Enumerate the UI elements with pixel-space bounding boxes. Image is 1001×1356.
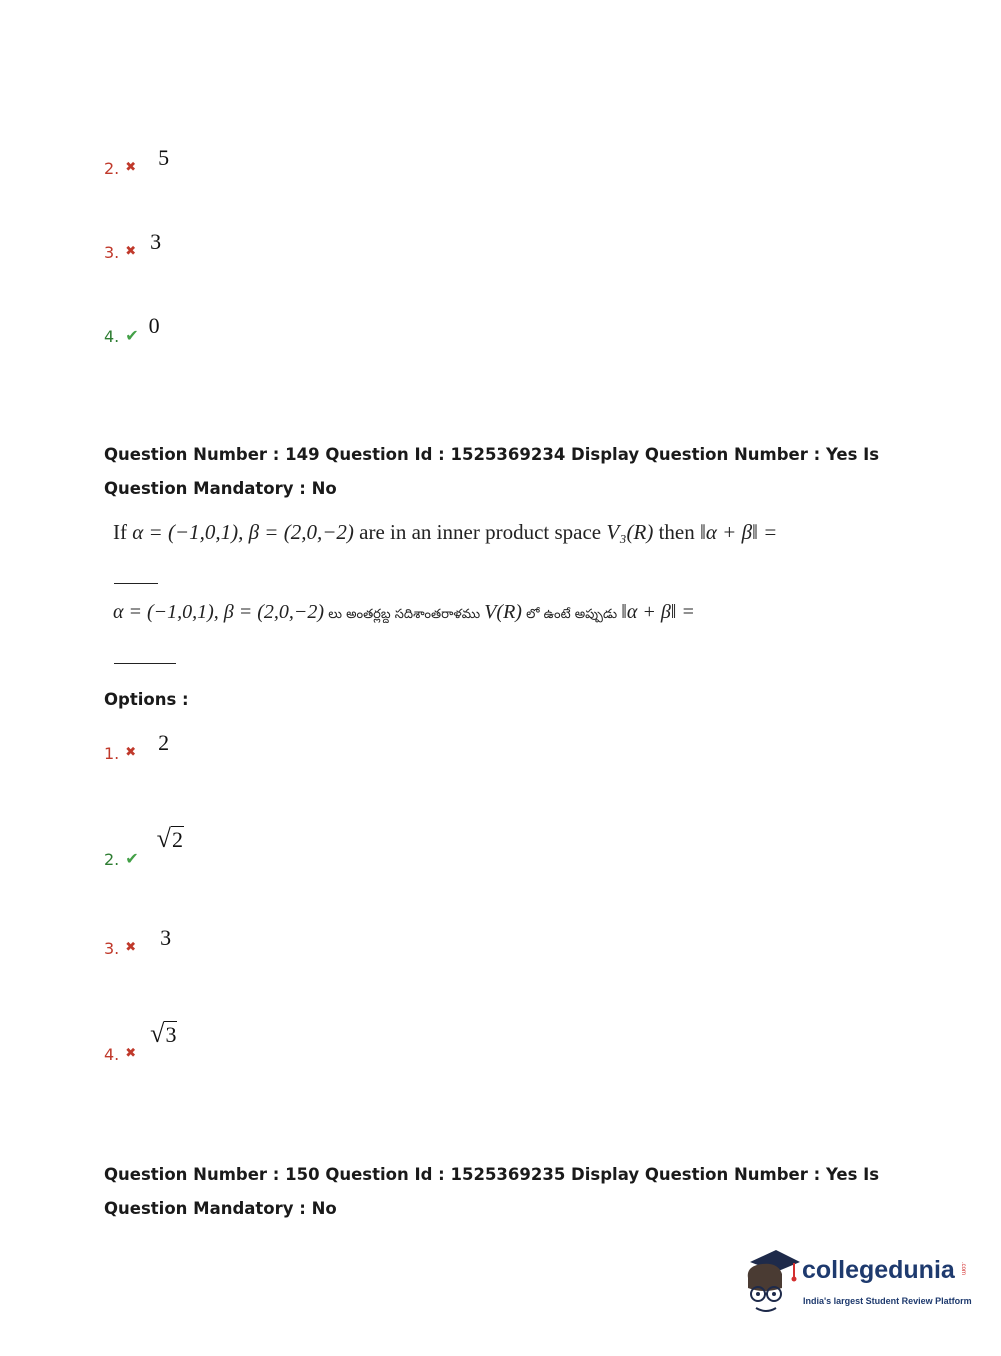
answer-blank-telugu — [114, 663, 176, 664]
question-text-then: then — [653, 520, 700, 544]
option-value: 5 — [158, 145, 170, 170]
option-number: 2. — [104, 850, 120, 869]
mascot-icon — [742, 1248, 802, 1318]
option-number: 2. — [104, 159, 120, 178]
q149-option-1 — [104, 730, 169, 763]
question-vectors-telugu: α = (−1,0,1), β = (2,0,−2) — [113, 601, 325, 623]
question-150-header: Question Number : 150 Question Id : 1525369235 Display Question Number : Yes Is Question Mandatory : No — [104, 1165, 880, 1218]
radicand: 2 — [171, 827, 183, 852]
option-number: 4. — [104, 327, 120, 346]
sqrt-icon: √ — [150, 1019, 165, 1048]
options-label: Options : — [104, 690, 189, 709]
brand-dotcom: .com — [960, 1262, 966, 1276]
radicand: 3 — [165, 1022, 177, 1047]
prev-option-3 — [104, 229, 161, 262]
brand-name: collegedunia — [802, 1256, 955, 1284]
question-norm: ‖α + β‖ = — [699, 520, 778, 544]
q149-option-2 — [104, 824, 184, 869]
option-value: 3 — [150, 229, 162, 254]
cross-icon: ✖ — [125, 1046, 137, 1061]
brand-tagline: India's largest Student Review Platform — [803, 1296, 972, 1306]
prev-option-2 — [104, 145, 169, 178]
option-value-sqrt — [157, 824, 184, 854]
cross-icon: ✖ — [125, 940, 137, 955]
option-value: 0 — [148, 313, 160, 338]
question-149-english — [113, 520, 777, 545]
question-space: V₃(R) — [606, 520, 654, 544]
option-number: 3. — [104, 243, 120, 262]
question-space-telugu: V(R) — [484, 601, 522, 623]
option-value: 2 — [158, 730, 170, 755]
sqrt-icon: √ — [156, 824, 171, 853]
question-149-header: Question Number : 149 Question Id : 1525369234 Display Question Number : Yes Is Question Mandatory : No — [104, 445, 880, 498]
question-norm-telugu: ‖α + β‖ = — [621, 601, 695, 623]
cross-icon: ✖ — [125, 244, 137, 259]
cross-icon: ✖ — [125, 160, 137, 175]
option-number: 4. — [104, 1045, 120, 1064]
answer-blank — [114, 583, 158, 584]
question-vectors: α = (−1,0,1), β = (2,0,−2) — [132, 520, 354, 544]
option-value-sqrt — [150, 1019, 177, 1049]
q149-option-4 — [104, 1019, 177, 1064]
telugu-text-end: లో ఉంటే అప్పుడు — [521, 607, 622, 622]
check-icon: ✔ — [125, 849, 139, 868]
question-text-if: If — [113, 520, 133, 544]
check-icon: ✔ — [125, 326, 139, 345]
option-number: 1. — [104, 744, 120, 763]
telugu-text-mid: లు అంతర్లబ్ద సదిశాంతరాళము — [324, 607, 485, 622]
cross-icon: ✖ — [125, 745, 137, 760]
option-number: 3. — [104, 939, 120, 958]
collegedunia-logo — [742, 1248, 972, 1318]
option-value: 3 — [160, 925, 172, 950]
question-149-telugu — [113, 601, 695, 625]
question-text-mid: are in an inner product space — [353, 520, 607, 544]
q149-option-3 — [104, 925, 171, 958]
prev-option-4 — [104, 313, 160, 346]
